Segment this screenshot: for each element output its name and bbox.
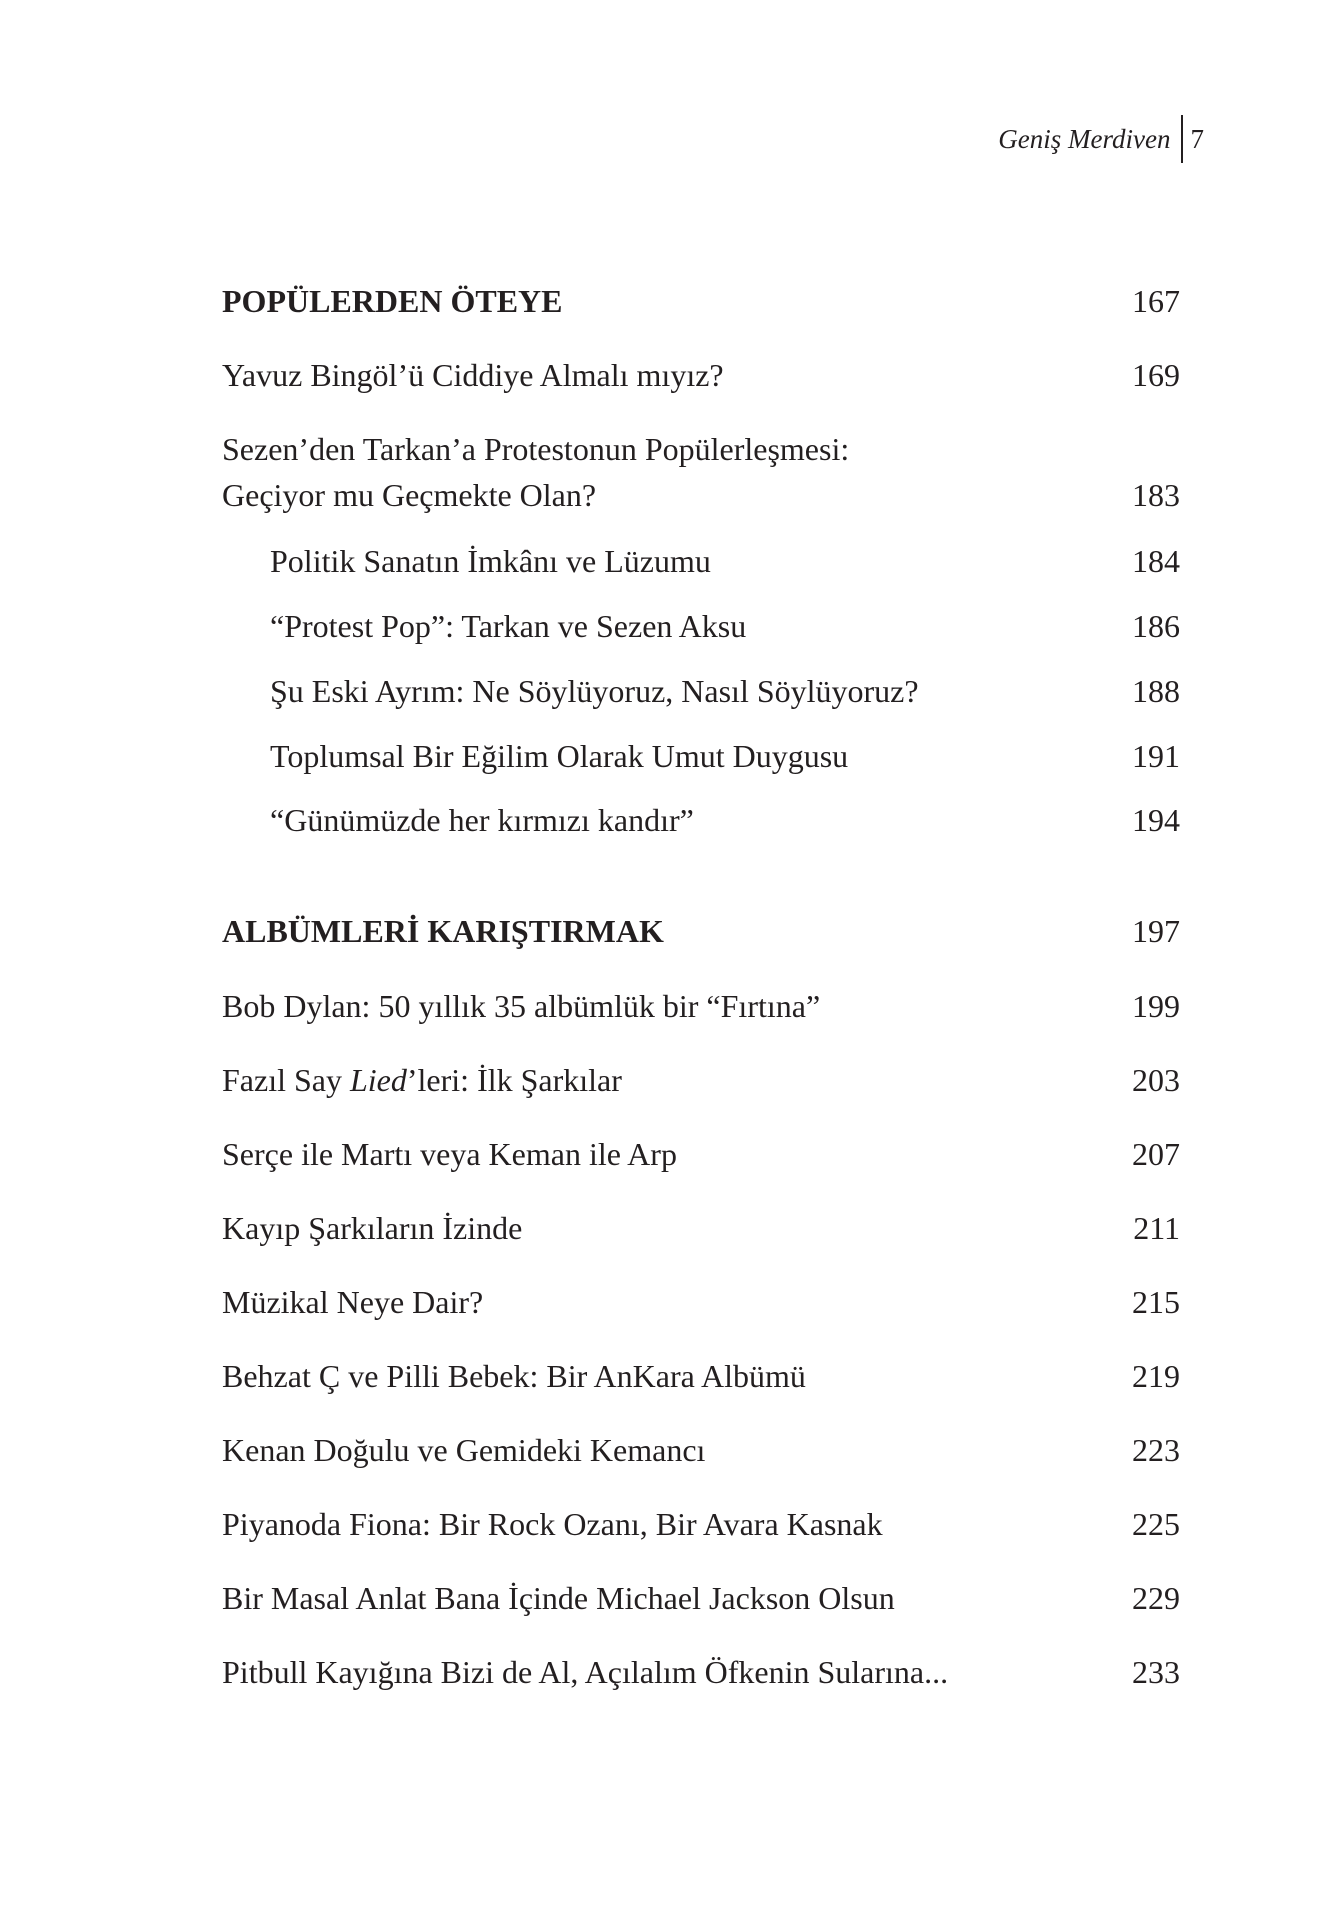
toc-section-title: ALBÜMLERİ KARIŞTIRMAK bbox=[222, 913, 664, 949]
toc-entry bbox=[222, 426, 1180, 518]
toc-page-number: 191 bbox=[1132, 738, 1180, 774]
toc-entry-title: Pitbull Kayığına Bizi de Al, Açılalım Öfkenin Sularına... bbox=[222, 1654, 949, 1690]
toc-page-number: 219 bbox=[1132, 1358, 1180, 1394]
toc-entry-title-line: Geçiyor mu Geçmekte Olan? bbox=[222, 477, 597, 513]
toc-page-number: 199 bbox=[1132, 988, 1180, 1024]
toc-page-number: 188 bbox=[1132, 673, 1180, 709]
toc-entry bbox=[222, 1131, 1180, 1177]
toc-page-number: 203 bbox=[1132, 1062, 1180, 1098]
toc-entry-title: Müzikal Neye Dair? bbox=[222, 1284, 484, 1320]
toc-entry-title-part: Fazıl Say bbox=[222, 1062, 350, 1098]
toc-entry-title-italic: Lied bbox=[349, 1062, 407, 1098]
toc-entry-title: Kayıp Şarkıların İzinde bbox=[222, 1210, 523, 1246]
toc-entry bbox=[222, 1057, 1180, 1103]
toc-entry bbox=[222, 352, 1180, 398]
toc-entry-title-part: ’leri: İlk Şarkılar bbox=[406, 1062, 622, 1098]
toc-entry bbox=[222, 1205, 1180, 1251]
toc-entry-title bbox=[222, 426, 849, 518]
toc-entry-title: Bob Dylan: 50 yıllık 35 albümlük bir “Fırtına” bbox=[222, 988, 821, 1024]
toc-subentry bbox=[222, 603, 1180, 649]
toc-page-number: 229 bbox=[1132, 1580, 1180, 1616]
toc-subentry-title: Politik Sanatın İmkânı ve Lüzumu bbox=[270, 543, 711, 579]
toc-entry bbox=[222, 1649, 1180, 1695]
toc-entry-title: Piyanoda Fiona: Bir Rock Ozanı, Bir Avara Kasnak bbox=[222, 1506, 883, 1542]
toc-subentry-title: “Günümüzde her kırmızı kandır” bbox=[270, 802, 694, 838]
toc-page-number: 207 bbox=[1132, 1136, 1180, 1172]
toc-subentry-title: Şu Eski Ayrım: Ne Söylüyoruz, Nasıl Söylüyoruz? bbox=[270, 673, 919, 709]
toc-entry-title: Bir Masal Anlat Bana İçinde Michael Jackson Olsun bbox=[222, 1580, 895, 1616]
toc-entry-title-line: Sezen’den Tarkan’a Protestonun Popülerleşmesi: bbox=[222, 431, 850, 467]
toc-subentry bbox=[222, 733, 1180, 779]
toc-entry bbox=[222, 1575, 1180, 1621]
toc-subentry-title: “Protest Pop”: Tarkan ve Sezen Aksu bbox=[270, 608, 747, 644]
toc-entry bbox=[222, 1353, 1180, 1399]
running-head-page-number: 7 bbox=[1190, 123, 1204, 154]
toc-page-number: 169 bbox=[1132, 357, 1180, 393]
toc-page-number: 167 bbox=[1132, 283, 1180, 319]
running-head-title: Geniş Merdiven bbox=[998, 123, 1171, 154]
toc-entry bbox=[222, 1501, 1180, 1547]
toc-entry-title: Behzat Ç ve Pilli Bebek: Bir AnKara Albümü bbox=[222, 1358, 806, 1394]
toc-entry-title bbox=[222, 1057, 622, 1103]
toc-entry bbox=[222, 1279, 1180, 1325]
running-head bbox=[998, 116, 1204, 162]
toc-entry-title: Yavuz Bingöl’ü Ciddiye Almalı mıyız? bbox=[222, 357, 724, 393]
toc-section-heading bbox=[222, 908, 1180, 954]
toc-entry-title: Kenan Doğulu ve Gemideki Kemancı bbox=[222, 1432, 706, 1468]
toc-entry-title: Serçe ile Martı veya Keman ile Arp bbox=[222, 1136, 677, 1172]
toc-page-number: 194 bbox=[1132, 802, 1180, 838]
toc-page-number: 223 bbox=[1132, 1432, 1180, 1468]
toc-section-title: POPÜLERDEN ÖTEYE bbox=[222, 283, 563, 319]
toc-page-number: 211 bbox=[1133, 1210, 1180, 1246]
toc-subentry bbox=[222, 538, 1180, 584]
toc-entry bbox=[222, 983, 1180, 1029]
toc-subentry-title: Toplumsal Bir Eğilim Olarak Umut Duygusu bbox=[270, 738, 849, 774]
toc-page-number: 184 bbox=[1132, 543, 1180, 579]
toc-page-number: 197 bbox=[1132, 913, 1180, 949]
toc-subentry bbox=[222, 668, 1180, 714]
toc-subentry bbox=[222, 797, 1180, 843]
toc-page-number: 186 bbox=[1132, 608, 1180, 644]
toc-page-number: 215 bbox=[1132, 1284, 1180, 1320]
toc-section-heading bbox=[222, 278, 1180, 324]
toc-page-number: 183 bbox=[1132, 477, 1180, 513]
toc-entry bbox=[222, 1427, 1180, 1473]
toc-page-number: 233 bbox=[1132, 1654, 1180, 1690]
toc-page-number: 225 bbox=[1132, 1506, 1180, 1542]
